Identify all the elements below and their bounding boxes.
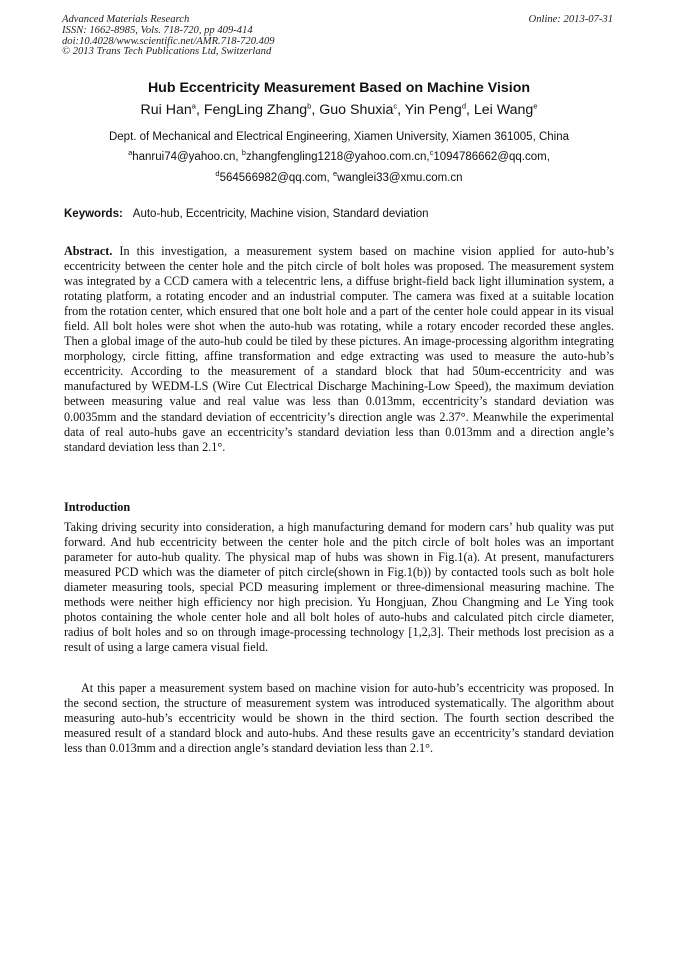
author-name: Lei Wang <box>473 102 534 118</box>
email-a: hanrui74@yahoo.cn, <box>132 151 239 163</box>
online-date: Online: 2013-07-31 <box>528 14 613 25</box>
author-sup: c <box>393 101 398 111</box>
email-line-1: $^a$hanrui74@yahoo.cn, $^b$zhangfengling1218@yahoo.com.cn,$^c$1094786662@qq.com, <box>128 148 550 163</box>
intro-paragraph-1: Taking driving security into consideration, a high manufacturing demand for modern cars’ hub quality was put forward. And hub eccentricity between the center hole and the pitch circle of bolt holes was an important parameter for auto-hub quality. The physical map of hubs was shown in Fig.1(a). At present, manufacturers measured PCD which was the diameter of pitch circle(shown in Fig.1(b)) by contacted tools such as bolt hole diameter measuring tools, special PCD measuring implement or three-dimensional measuring machine. The methods were neither high efficiency nor high precision. Yu Hongjuan, Zhou Changming and Le Ying took photos containing the whole center hole and all bolt holes of auto-hubs and calculated pitch circle diameter, radius of bolt holes and so on through image-processing technology [1,2,3]. Their methods lost precision as a result of using a large camera visual field. <box>64 520 614 655</box>
email-b: zhangfengling1218@yahoo.com.cn, <box>245 151 430 163</box>
email-d: 564566982@qq.com, <box>219 172 330 184</box>
email-e: wanglei33@xmu.com.cn <box>337 172 463 184</box>
email-c: 1094786662@qq.com, <box>433 151 550 163</box>
doi-line: doi:10.4028/www.scientific.net/AMR.718-720.409 <box>62 35 275 47</box>
keywords-text: Auto-hub, Eccentricity, Machine vision, Standard deviation <box>132 208 429 220</box>
abstract <box>64 244 614 455</box>
keywords <box>64 208 429 220</box>
affiliation: Dept. of Mechanical and Electrical Engineering, Xiamen University, Xiamen 361005, China <box>108 131 570 143</box>
author-sup: e <box>533 101 538 111</box>
author-name: FengLing Zhang <box>203 102 308 118</box>
author-sup: a <box>191 101 196 111</box>
author-name: Guo Shuxia <box>319 102 394 118</box>
author-sup: b <box>307 101 312 111</box>
issn-line: ISSN: 1662-8985, Vols. 718-720, pp 409-414 <box>62 24 253 36</box>
keywords-label: Keywords: <box>64 208 123 220</box>
email-line-2: $^d$564566982@qq.com, $^e$wanglei33@xmu.com.cn <box>215 169 463 184</box>
author-name: Rui Han <box>140 102 192 118</box>
journal-name: Advanced Materials Research <box>62 14 190 25</box>
paper-title: Hub Eccentricity Measurement Based on Machine Vision <box>147 80 531 96</box>
abstract-text: In this investigation, a measurement system based on machine vision applied for auto-hub’s eccentricity between the center hole and the pitch circle of bolt holes was proposed. The measurement system was integrated by a CCD camera with a telecentric lens, a diffuse bright-field back light illumination system, a rotating platform, a rotating encoder and an industrial computer. The camera was fixed at a suitable location from the rotation center, which ensured that one bolt hole and a part of the center hole could appear in its visual field. All bolt holes were shot when the auto-hub was rotating, while a rotary encoder recorded these angles. Then a global image of the auto-hub could be tiled by these pictures. An image-processing algorithm integrating morphology, circle fitting, affine transformation and edge extracting was used to measure the auto-hub’s eccentricity. According to the measurement of a standard block that had 50um-eccentricity and was manufactured by WEDM-LS (Wire Cut Electrical Discharge Machining-Low Speed), the maximum deviation between measuring value and real value was less than 0.013mm, eccentricity’s standard deviation was 0.0035mm and the standard deviation of eccentricity’s direction angle was 2.37°. Meanwhile the experimental data of real auto-hubs gave an eccentricity’s standard deviation less than 0.013mm and a direction angle’s standard deviation less than 2.1°. <box>64 244 615 454</box>
author-name: Yin Peng <box>404 102 462 118</box>
author-sup: d <box>461 101 466 111</box>
journal-header <box>62 15 275 58</box>
author-list: Rui Han$^a$, FengLing Zhang$^b$, Guo Shuxia$^c$, Yin Peng$^d$, Lei Wang$^e$ <box>140 101 538 118</box>
abstract-label: Abstract. <box>64 244 113 258</box>
section-heading-introduction: Introduction <box>64 500 131 514</box>
intro-paragraph-2: At this paper a measurement system based on machine vision for auto-hub’s eccentricity was proposed. In the second section, the structure of measurement system was introduced systematically. The algorithm about measuring auto-hub’s eccentricity would be shown in the third section. The fourth section described the measured result of a standard block and auto-hubs. And these results gave an eccentricity’s standard deviation less than 0.013mm and a direction angle’s standard deviation less than 2.1°. <box>64 681 614 756</box>
copyright-line: © 2013 Trans Tech Publications Ltd, Switzerland <box>62 46 272 58</box>
